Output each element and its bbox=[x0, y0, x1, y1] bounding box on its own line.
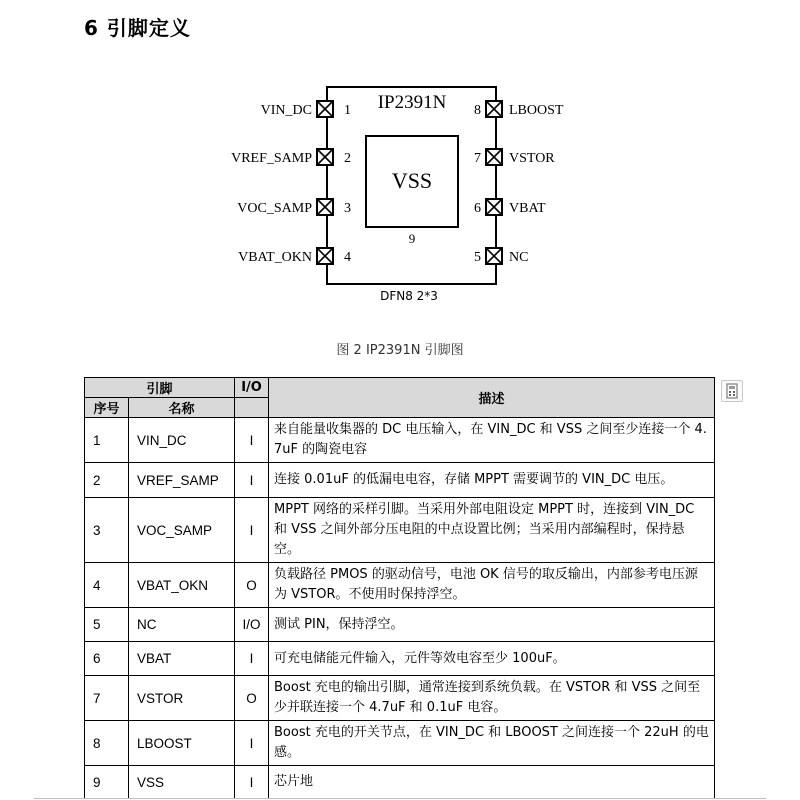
header-desc: 描述 bbox=[269, 378, 715, 418]
pin-description: 可充电储能元件输入，元件等效电容至少 100uF。 bbox=[269, 642, 715, 676]
pin-description: Boost 充电的开关节点，在 VIN_DC 和 LBOOST 之间连接一个 22uH 的电感。 bbox=[269, 721, 715, 766]
pin-description: 芯片地 bbox=[269, 766, 715, 799]
pin-number-label: 3 bbox=[344, 201, 351, 216]
table-row bbox=[85, 721, 715, 766]
header-pin: 引脚 bbox=[85, 378, 235, 398]
pin-number-label: 7 bbox=[474, 151, 481, 166]
center-pin-number: 9 bbox=[408, 231, 416, 246]
pin-io: I bbox=[235, 766, 269, 799]
pin-io: I bbox=[235, 642, 269, 676]
pin-io: I/O bbox=[235, 608, 269, 642]
table-row bbox=[85, 608, 715, 642]
pin-number: 6 bbox=[85, 642, 129, 676]
pin-name-label: VIN_DC bbox=[260, 103, 312, 118]
pin-io: O bbox=[235, 563, 269, 608]
pin-io: I bbox=[235, 463, 269, 498]
pin-number: 2 bbox=[85, 463, 129, 498]
pin-name: VIN_DC bbox=[129, 418, 235, 463]
calculator-icon-glyph bbox=[722, 381, 742, 401]
pin-number: 8 bbox=[85, 721, 129, 766]
pin-name: VBAT_OKN bbox=[129, 563, 235, 608]
package-label: DFN8 2*3 bbox=[380, 289, 438, 303]
table-row bbox=[85, 463, 715, 498]
pin-number-label: 6 bbox=[474, 201, 481, 216]
table-row bbox=[85, 642, 715, 676]
section-title: 6 引脚定义 bbox=[84, 16, 191, 40]
center-label: VSS bbox=[391, 168, 433, 193]
pin-name-label: LBOOST bbox=[509, 103, 564, 118]
header-io-blank bbox=[235, 398, 269, 418]
table-row bbox=[85, 418, 715, 463]
pin-number: 7 bbox=[85, 676, 129, 721]
pin-name: VOC_SAMP bbox=[129, 498, 235, 563]
pin-definition-table bbox=[84, 377, 715, 799]
pin-name: LBOOST bbox=[129, 721, 235, 766]
pin-name-label: VBAT bbox=[509, 201, 546, 216]
table-row bbox=[85, 676, 715, 721]
header-number: 序号 bbox=[85, 398, 129, 418]
pin-name-label: NC bbox=[509, 250, 529, 265]
page-bottom-divider bbox=[34, 798, 766, 799]
pin-description: 连接 0.01uF 的低漏电电容，存储 MPPT 需要调节的 VIN_DC 电压。 bbox=[269, 463, 715, 498]
pinout-diagram bbox=[0, 0, 800, 330]
pin-name-label: VSTOR bbox=[509, 151, 555, 166]
pin-name: VSS bbox=[129, 766, 235, 799]
pin-name-label: VREF_SAMP bbox=[231, 151, 312, 166]
header-name: 名称 bbox=[129, 398, 235, 418]
pin-number: 1 bbox=[85, 418, 129, 463]
pin-name: VSTOR bbox=[129, 676, 235, 721]
pin-number-label: 4 bbox=[344, 250, 351, 265]
pin-io: O bbox=[235, 676, 269, 721]
table-row bbox=[85, 766, 715, 799]
pin-number-label: 1 bbox=[344, 103, 351, 118]
pin-number-label: 5 bbox=[474, 250, 481, 265]
pin-number-label: 8 bbox=[474, 103, 481, 118]
pin-number: 3 bbox=[85, 498, 129, 563]
pin-description: Boost 充电的输出引脚，通常连接到系统负载。在 VSTOR 和 VSS 之间至少并联连接一个 4.7uF 和 0.1uF 电容。 bbox=[269, 676, 715, 721]
pin-number: 9 bbox=[85, 766, 129, 799]
chip-name: IP2391N bbox=[377, 92, 447, 113]
pin-io: I bbox=[235, 498, 269, 563]
pin-description: 负载路径 PMOS 的驱动信号，电池 OK 信号的取反输出，内部参考电压源为 VSTOR。不使用时保持浮空。 bbox=[269, 563, 715, 608]
header-io: I/O bbox=[235, 378, 269, 398]
table-row bbox=[85, 498, 715, 563]
pin-name: VREF_SAMP bbox=[129, 463, 235, 498]
figure-caption: 图 2 IP2391N 引脚图 bbox=[336, 343, 464, 358]
pin-number-label: 2 bbox=[344, 151, 351, 166]
pin-name: VBAT bbox=[129, 642, 235, 676]
pin-number: 5 bbox=[85, 608, 129, 642]
pin-name-label: VBAT_OKN bbox=[238, 250, 312, 265]
pin-io: I bbox=[235, 721, 269, 766]
pin-description: MPPT 网络的采样引脚。当采用外部电阻设定 MPPT 时，连接到 VIN_DC 和 VSS 之间外部分压电阻的中点设置比例；当采用内部编程时，保持悬空。 bbox=[269, 498, 715, 563]
pin-description: 测试 PIN，保持浮空。 bbox=[269, 608, 715, 642]
pin-number: 4 bbox=[85, 563, 129, 608]
pin-io: I bbox=[235, 418, 269, 463]
calculator-icon[interactable] bbox=[721, 380, 743, 402]
pin-name-label: VOC_SAMP bbox=[237, 201, 312, 216]
table-row bbox=[85, 563, 715, 608]
pin-description: 来自能量收集器的 DC 电压输入，在 VIN_DC 和 VSS 之间至少连接一个 4.7uF 的陶瓷电容 bbox=[269, 418, 715, 463]
pin-name: NC bbox=[129, 608, 235, 642]
